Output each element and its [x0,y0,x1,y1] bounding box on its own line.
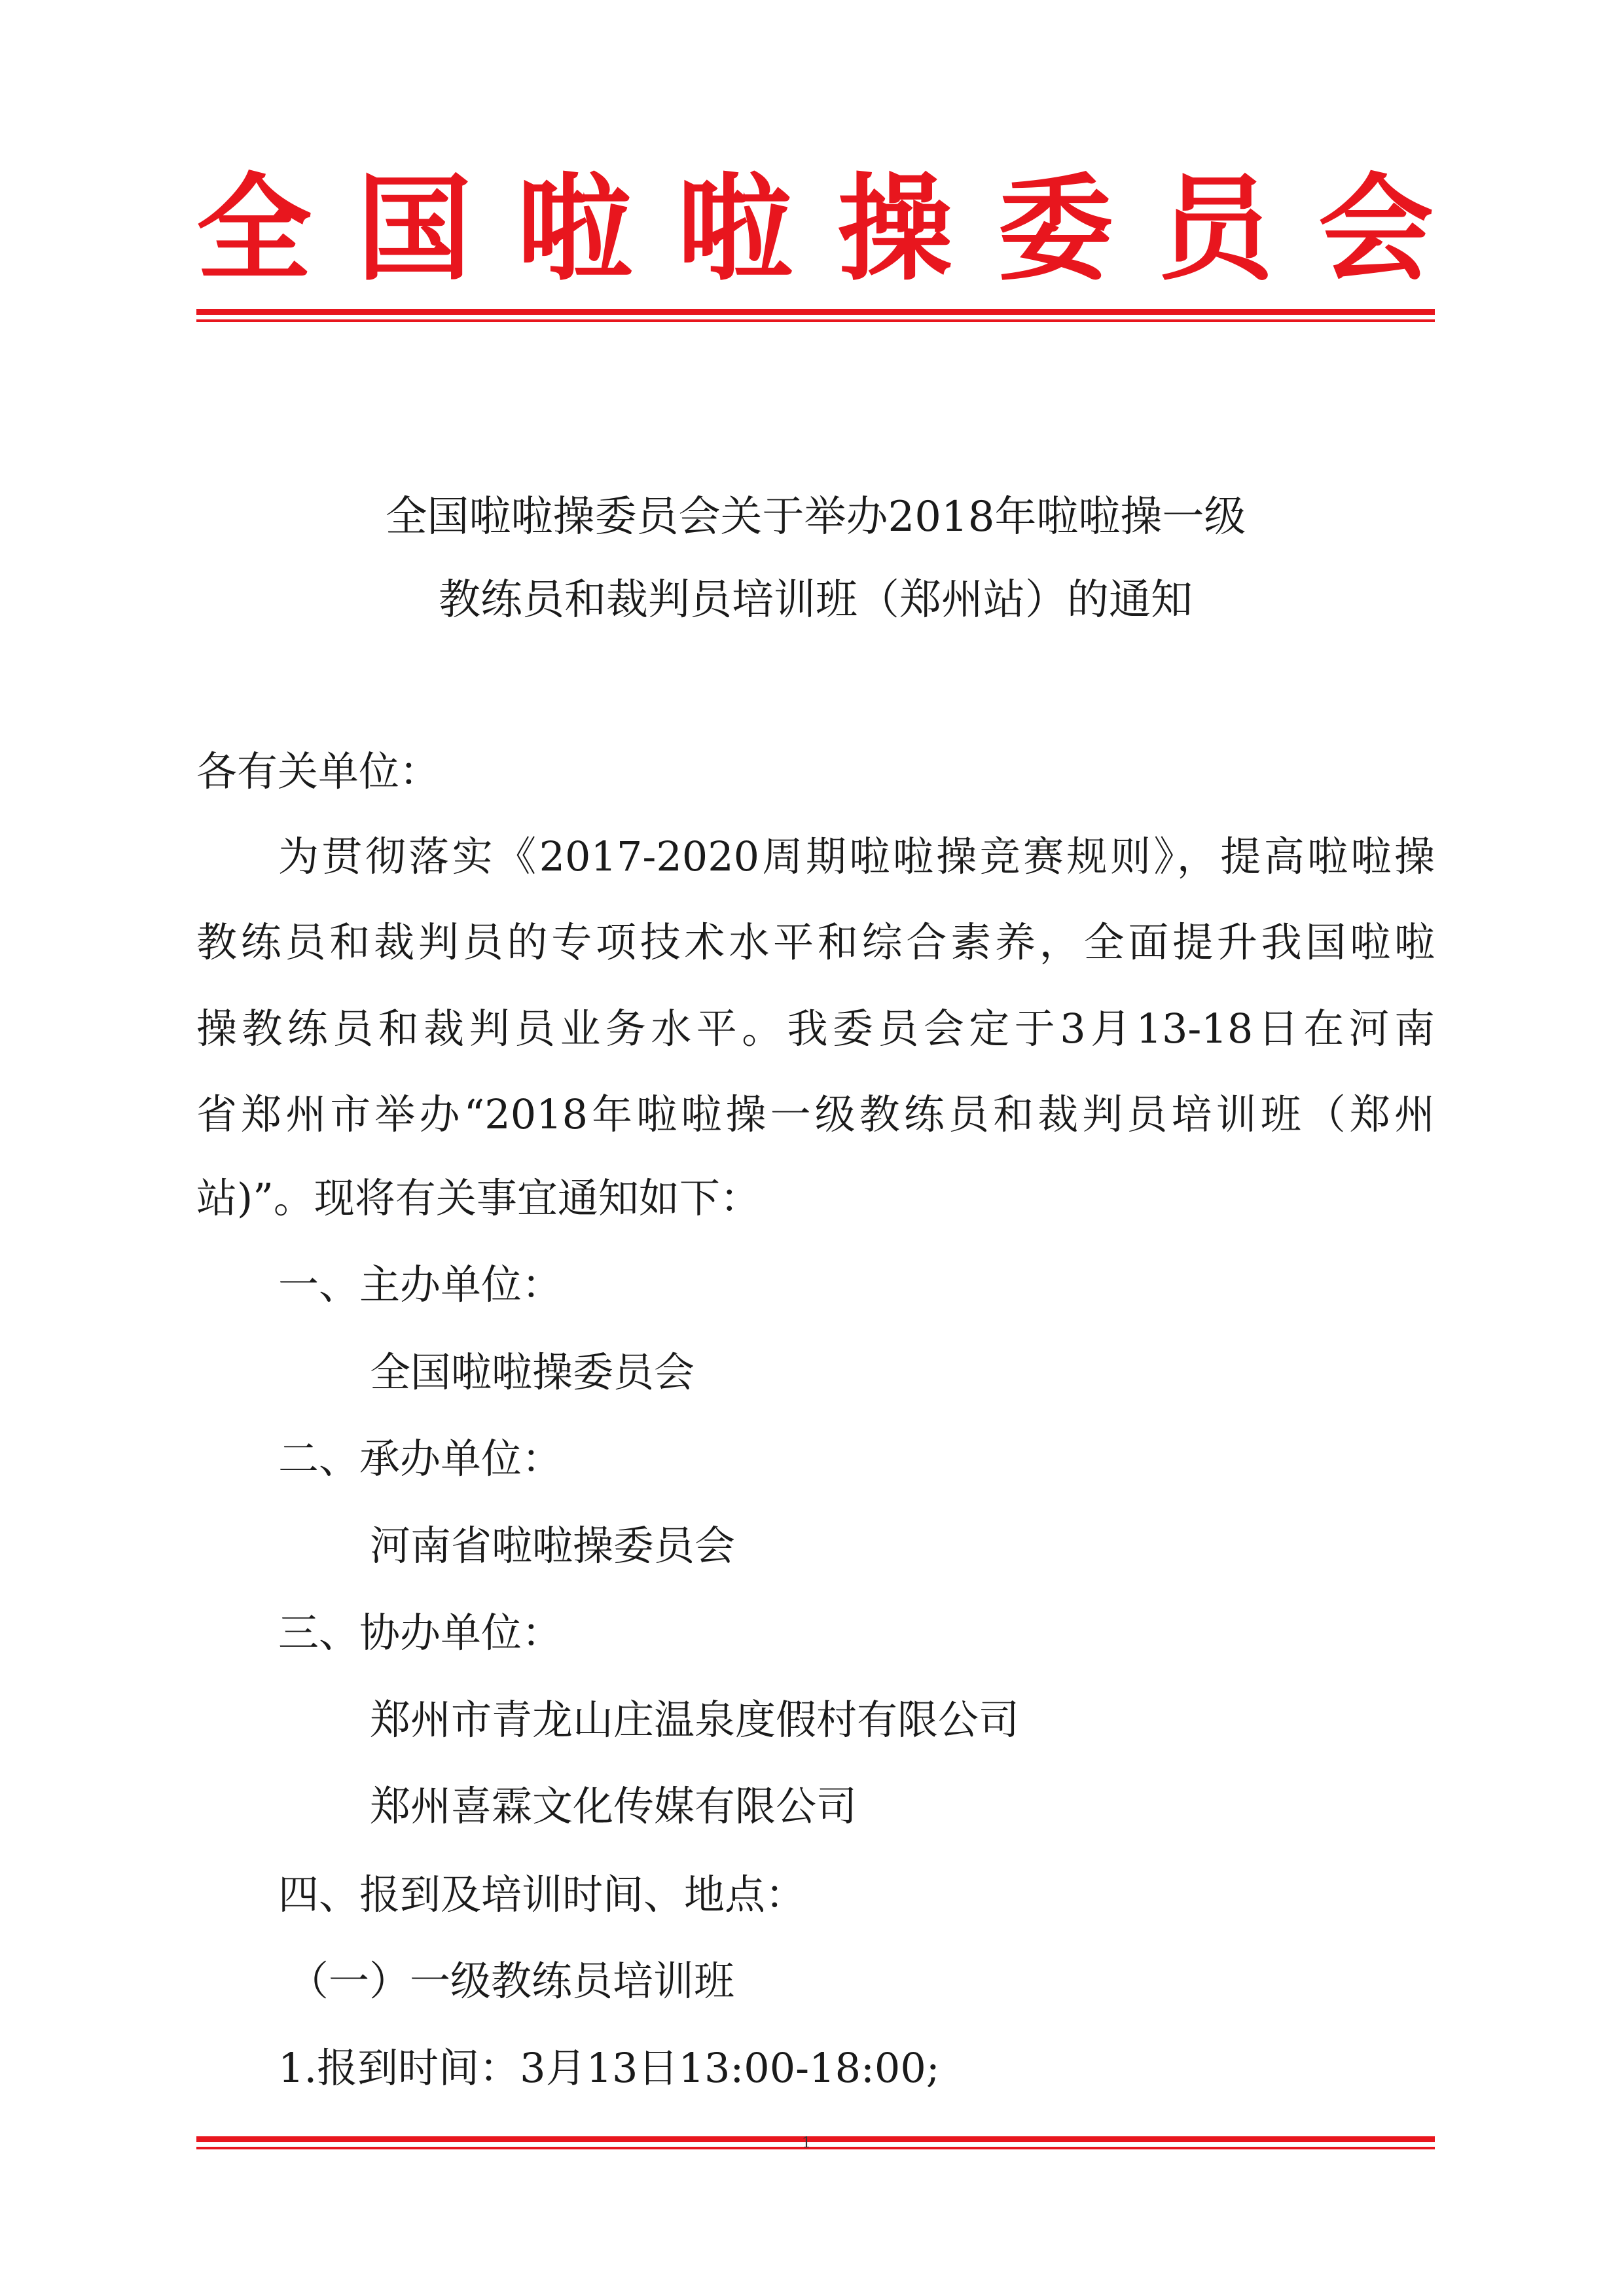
salutation: 各有关单位： [196,747,441,795]
section-heading-schedule: 四、报到及培训时间、地点： [278,1871,806,1918]
document-title-line-1: 全国啦啦操委员会关于举办2018年啦啦操一级 [385,493,1246,541]
section-heading-host: 一、主办单位： [278,1261,563,1308]
paragraph-line: 站)”。现将有关事宜通知如下： [196,1174,761,1222]
masthead-char: 员 [1158,161,1274,296]
masthead-char: 啦 [516,161,632,296]
section-body-host: 全国啦啦操委员会 [370,1348,695,1396]
page-number: 1 [802,2135,811,2151]
masthead-char: 会 [1318,161,1434,296]
section-heading-co-organizer: 三、协办单位： [278,1609,563,1657]
paragraph-line: 教练员和裁判员的专项技术水平和综合素养，全面提升我国啦啦 [196,918,1435,966]
paragraph-line: 操教练员和裁判员业务水平。我委员会定于3月13-18日在河南 [196,1005,1435,1052]
header-divider-thin [196,319,1435,322]
masthead-char: 国 [356,161,472,296]
masthead-char: 委 [998,161,1113,296]
section-heading-organizer: 二、承办单位： [278,1435,563,1482]
section-body-co-organizer-1: 郑州市青龙山庄温泉度假村有限公司 [370,1696,1020,1744]
section-body-co-organizer-2: 郑州喜霖文化传媒有限公司 [370,1782,857,1830]
masthead-char: 操 [837,161,953,296]
footer-divider-thin [196,2147,1435,2149]
paragraph-line: 省郑州市举办“2018年啦啦操一级教练员和裁判员培训班（郑州 [196,1090,1435,1138]
header-divider-thick [196,309,1435,315]
document-title-line-2: 教练员和裁判员培训班（郑州站）的通知 [439,576,1193,624]
footer-divider-thick [196,2136,1435,2142]
masthead-char: 全 [196,161,312,296]
section-body-organizer: 河南省啦啦操委员会 [370,1522,736,1570]
paragraph-line: 为贯彻落实《2017-2020周期啦啦操竞赛规则》，提高啦啦操 [278,833,1435,880]
subsection-heading: （一）一级教练员培训班 [288,1957,735,2005]
masthead-title [196,161,1434,296]
masthead-char: 啦 [677,161,793,296]
schedule-item: 1.报到时间：3月13日13:00-18:00; [278,2044,940,2092]
